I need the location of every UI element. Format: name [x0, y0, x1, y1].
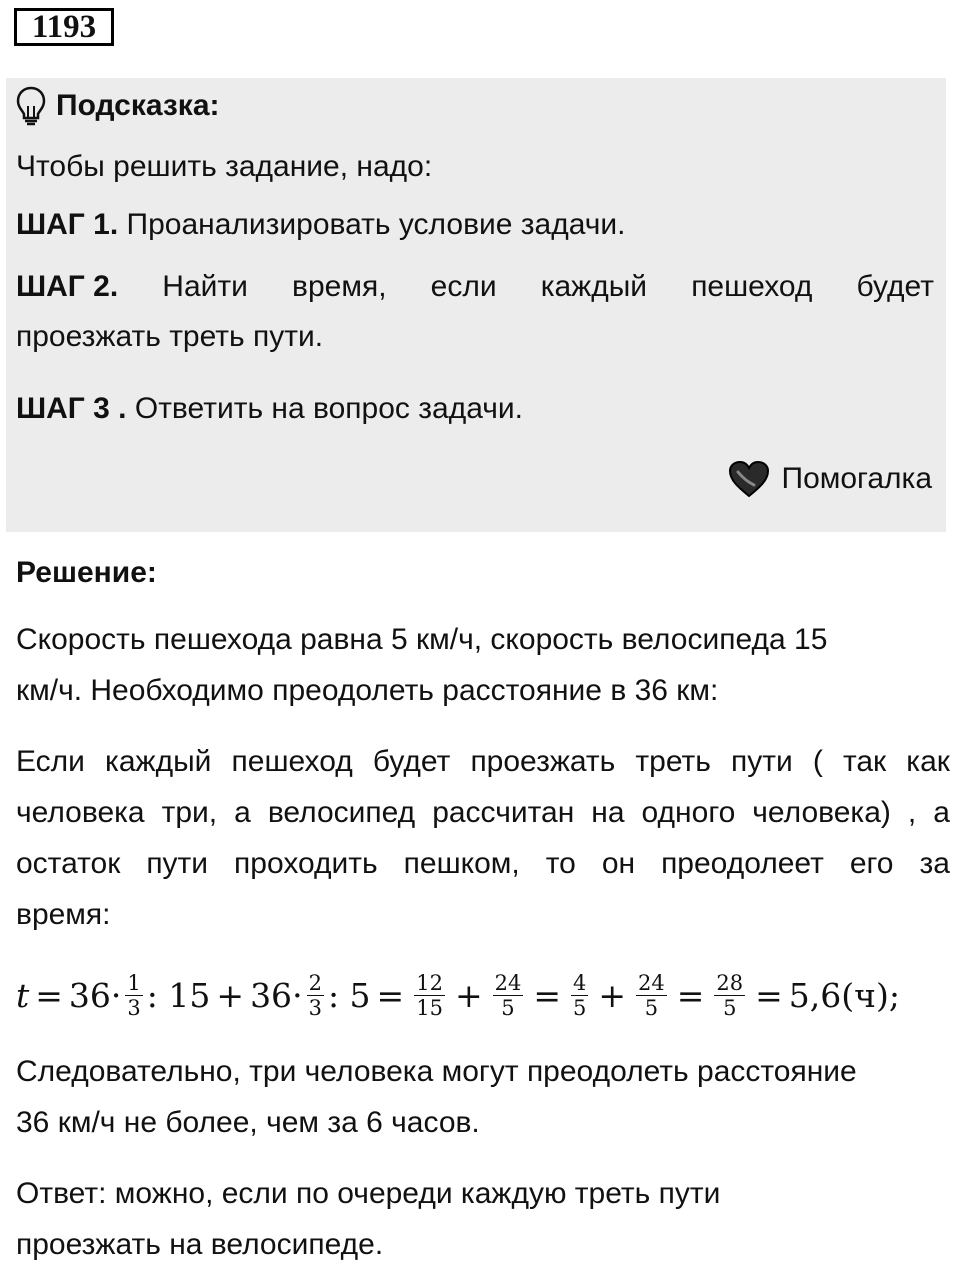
p2-word: как — [906, 745, 950, 778]
fraction: $\frac{24}{5}$ — [494, 970, 522, 1020]
p2-word: велосипед — [267, 796, 416, 829]
p2-word: человека — [16, 796, 145, 829]
p2-word: на — [591, 796, 625, 829]
p2-word: то — [545, 847, 576, 880]
p2-word: он — [601, 847, 636, 880]
p2-word: пешком, — [403, 847, 520, 880]
step-2-word: время, — [292, 270, 387, 303]
p2-word: три, — [161, 796, 218, 829]
p2-word: проезжать — [470, 745, 616, 778]
fraction: $\frac{12}{15}$ — [416, 970, 443, 1020]
formula-num: 36 — [68, 975, 111, 1015]
p2-word: рассчитан — [432, 796, 575, 829]
hint-intro: Чтобы решить задание, надо: — [16, 150, 433, 183]
formula-num: : 5 — [327, 975, 371, 1015]
hint-title-text: Подсказка: — [56, 89, 220, 122]
formula-op: = — [35, 975, 63, 1015]
p2-word: преодолеет — [661, 847, 824, 880]
hint-box — [6, 78, 946, 532]
p2-word: его — [849, 847, 894, 880]
p2-word: а — [933, 796, 950, 829]
p2-word: остаток — [16, 847, 121, 880]
p2-word: пути — [146, 847, 209, 880]
formula-result: 5,6(ч); — [788, 975, 900, 1015]
p2-word: пути — [731, 745, 793, 778]
formula-op: = — [376, 975, 405, 1015]
p2-word: будет — [372, 745, 451, 778]
hint-step-2 — [16, 262, 934, 362]
p2-line: время: — [16, 898, 111, 931]
p2-word: человека) — [752, 796, 891, 829]
step-2-line2: проезжать треть пути. — [16, 320, 324, 353]
fraction: $\frac{2}{3}$ — [308, 970, 322, 1020]
formula-var: t — [16, 975, 30, 1015]
helper-label: Помогалка — [781, 462, 932, 495]
fraction: $\frac{1}{3}$ — [127, 970, 141, 1020]
step-2-word: если — [430, 270, 497, 303]
formula — [16, 960, 900, 1030]
step-1-text: Проанализировать условие задачи. — [126, 208, 626, 241]
p2-word: ( — [812, 745, 823, 778]
hint-step-1 — [16, 200, 625, 250]
lightbulb-icon — [16, 86, 46, 126]
p2-word: за — [919, 847, 950, 880]
formula-op: + — [454, 975, 483, 1015]
formula-num: : 15 — [146, 975, 211, 1015]
formula-op: = — [676, 975, 705, 1015]
p2-word: пешеход — [231, 745, 353, 778]
solution-paragraph-1 — [16, 614, 916, 716]
fraction: $\frac{4}{5}$ — [572, 970, 587, 1020]
solution-title: Решение: — [16, 556, 157, 589]
step-2-word: Найти — [162, 270, 248, 303]
p1-line: Скорость пешехода равна 5 км/ч, скорость велосипеда 15 — [16, 623, 828, 656]
p3-line: 36 км/ч не более, чем за 6 часов. — [16, 1106, 480, 1139]
step-2-word: пешеход — [691, 270, 813, 303]
answer-paragraph — [16, 1168, 946, 1270]
p2-word: Если — [16, 745, 85, 778]
step-3-label: ШАГ 3 . — [16, 392, 127, 425]
step-2-word: каждый — [540, 270, 648, 303]
formula-op: = — [533, 975, 561, 1015]
solution-paragraph-2 — [16, 736, 950, 940]
step-2-label: ШАГ 2. — [16, 270, 119, 303]
p2-word: треть — [635, 745, 711, 778]
hint-step-3 — [16, 384, 523, 434]
p2-word: , — [907, 796, 917, 829]
formula-op: · — [292, 975, 303, 1015]
hint-title — [16, 86, 220, 126]
p1-line: км/ч. Необходимо преодолеть расстояние в 36 км: — [16, 674, 719, 707]
step-1-label: ШАГ 1. — [16, 208, 119, 241]
task-number: 1193 — [14, 8, 114, 46]
fraction: $\frac{28}{5}$ — [716, 970, 744, 1020]
formula-num: 36 — [250, 975, 293, 1015]
formula-op: = — [755, 975, 783, 1015]
p2-word: а — [234, 796, 251, 829]
p2-word: одного — [641, 796, 736, 829]
solution-paragraph-3 — [16, 1046, 946, 1148]
p2-word: каждый — [105, 745, 212, 778]
p3-line: Следовательно, три человека могут преодолеть расстояние — [16, 1055, 857, 1088]
p2-word: проходить — [234, 847, 378, 880]
answer-line: Ответ: можно, если по очереди каждую треть пути — [16, 1177, 721, 1210]
step-3-text: Ответить на вопрос задачи. — [134, 392, 523, 425]
formula-op: + — [216, 975, 245, 1015]
answer-line: проезжать на велосипеде. — [16, 1228, 384, 1261]
formula-op: · — [110, 975, 122, 1015]
heart-icon — [728, 460, 770, 498]
helper-link[interactable] — [728, 460, 933, 498]
formula-op: + — [598, 975, 627, 1015]
step-2-word: будет — [856, 270, 934, 303]
fraction: $\frac{24}{5}$ — [638, 970, 665, 1020]
p2-word: так — [842, 745, 887, 778]
